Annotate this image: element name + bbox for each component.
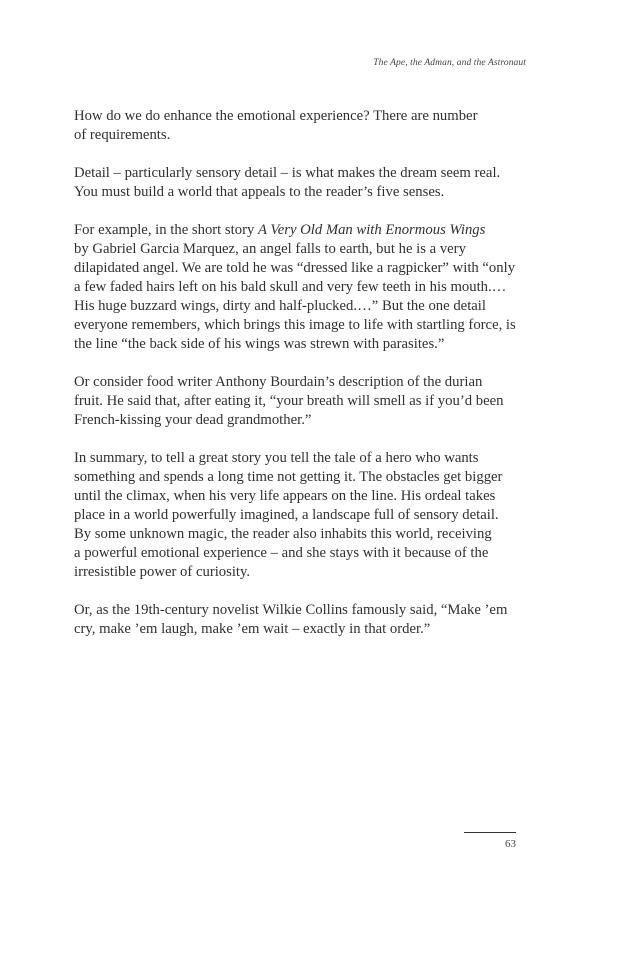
text-line: Or, as the 19th-century novelist Wilkie Collins famously said, “Make ’em [74,602,508,618]
text-line: the line “the back side of his wings was strewn with parasites.” [74,336,445,352]
text-line: irresistible power of curiosity. [74,564,251,580]
text-line: dilapidated angel. We are told he was “dressed like a ragpicker” with “only [74,260,516,276]
paragraph-5 [74,449,522,582]
running-header: The Ape, the Adman, and the Astronaut [373,58,526,68]
text-line: Detail – particularly sensory detail – is what makes the dream seem real. [74,165,501,181]
text-line: His huge buzzard wings, dirty and half-plucked.…” But the one detail [74,298,486,314]
text-line: French-kissing your dead grandmother.” [74,412,312,428]
text-line: Or consider food writer Anthony Bourdain’s description of the durian [74,374,483,390]
text-line: by Gabriel Garcia Marquez, an angel falls to earth, but he is a very [74,241,466,257]
text-line: of requirements. [74,127,171,143]
text-line: In summary, to tell a great story you tell the tale of a hero who wants [74,450,479,466]
body-text [74,107,522,658]
text-line: something and spends a long time not getting it. The obstacles get bigger [74,469,503,485]
paragraph-3 [74,221,522,354]
text-line: How do we do enhance the emotional experience? There are number [74,108,478,124]
text-segment: For example, in the short story [74,222,258,238]
page-number: 63 [505,838,516,850]
text-line: cry, make ’em laugh, make ’em wait – exactly in that order.” [74,621,431,637]
text-line: a powerful emotional experience – and she stays with it because of the [74,545,489,561]
text-line: everyone remembers, which brings this image to life with startling force, is [74,317,516,333]
text-line: a few faded hairs left on his bald skull and very few teeth in his mouth.… [74,279,507,295]
paragraph-2 [74,164,522,202]
text-line: You must build a world that appeals to the reader’s five senses. [74,184,445,200]
text-line: until the climax, when his very life appears on the line. His ordeal takes [74,488,496,504]
footer-rule [464,832,516,833]
text-line: place in a world powerfully imagined, a landscape full of sensory detail. [74,507,499,523]
text-line: By some unknown magic, the reader also inhabits this world, receiving [74,526,492,542]
paragraph-4 [74,373,522,430]
story-title: A Very Old Man with Enormous Wings [257,222,486,238]
paragraph-1 [74,107,522,145]
text-line: fruit. He said that, after eating it, “your breath will smell as if you’d been [74,393,504,409]
paragraph-6 [74,601,522,639]
text-line [74,221,522,240]
